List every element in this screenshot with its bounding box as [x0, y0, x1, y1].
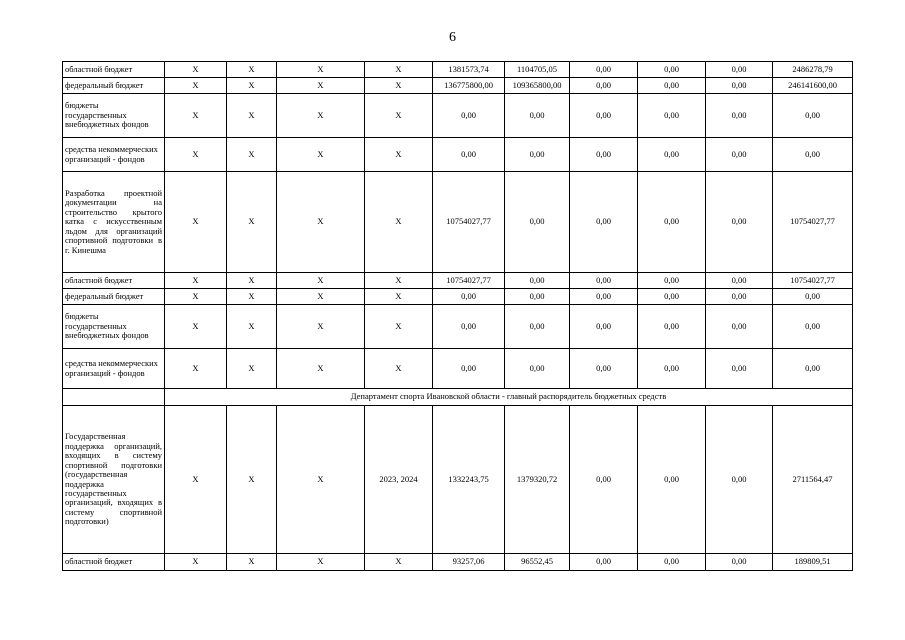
value-cell: 0,00	[706, 273, 773, 289]
value-cell: 0,00	[570, 78, 638, 94]
value-cell: 0,00	[433, 305, 505, 349]
value-cell: 0,00	[638, 349, 706, 389]
value-cell: 0,00	[638, 273, 706, 289]
value-cell: 0,00	[638, 305, 706, 349]
value-cell: X	[365, 305, 433, 349]
value-cell: X	[165, 349, 227, 389]
value-cell: 10754027,77	[433, 172, 505, 273]
value-cell: 0,00	[638, 289, 706, 305]
value-cell: 0,00	[570, 138, 638, 172]
row-name-cell: областной бюджет	[63, 273, 165, 289]
table-row	[63, 289, 853, 305]
value-cell: 0,00	[570, 273, 638, 289]
value-cell: 0,00	[570, 289, 638, 305]
value-cell: X	[227, 406, 277, 554]
value-cell: 10754027,77	[773, 172, 853, 273]
value-cell: X	[227, 62, 277, 78]
value-cell: 1379320,72	[505, 406, 570, 554]
row-name-cell: федеральный бюджет	[63, 289, 165, 305]
value-cell: 0,00	[638, 94, 706, 138]
value-cell: 0,00	[706, 94, 773, 138]
table-row	[63, 554, 853, 571]
value-cell: X	[365, 273, 433, 289]
value-cell: 0,00	[706, 406, 773, 554]
value-cell: X	[365, 62, 433, 78]
empty-cell	[63, 389, 165, 406]
value-cell: X	[365, 94, 433, 138]
value-cell: X	[165, 94, 227, 138]
value-cell: 0,00	[773, 138, 853, 172]
value-cell: X	[365, 172, 433, 273]
value-cell: X	[227, 138, 277, 172]
value-cell: X	[365, 78, 433, 94]
row-name-cell: средства некоммерческих организаций - фондов	[63, 138, 165, 172]
value-cell: 0,00	[706, 349, 773, 389]
value-cell: 0,00	[706, 62, 773, 78]
value-cell: 246141600,00	[773, 78, 853, 94]
table-row	[63, 138, 853, 172]
table-row	[63, 305, 853, 349]
value-cell: 10754027,77	[433, 273, 505, 289]
section-header-cell: Департамент спорта Ивановской области - главный распорядитель бюджетных средств	[165, 389, 853, 406]
value-cell: X	[165, 273, 227, 289]
value-cell: 0,00	[706, 305, 773, 349]
value-cell: 0,00	[433, 349, 505, 389]
value-cell: X	[227, 172, 277, 273]
page-number: 6	[449, 30, 456, 45]
value-cell: X	[165, 305, 227, 349]
value-cell: X	[277, 349, 365, 389]
value-cell: X	[165, 172, 227, 273]
value-cell: 0,00	[706, 78, 773, 94]
value-cell: X	[227, 349, 277, 389]
value-cell: 109365800,00	[505, 78, 570, 94]
value-cell: 2486278,79	[773, 62, 853, 78]
value-cell: X	[277, 289, 365, 305]
budget-table	[62, 61, 853, 571]
value-cell: 0,00	[505, 349, 570, 389]
value-cell: X	[277, 273, 365, 289]
row-name-cell: Разработка проектной документации на строительство крытого катка с искусственным льдом для организаций спортивной подготовки в г. Кинешма	[63, 172, 165, 273]
value-cell: X	[227, 289, 277, 305]
value-cell: X	[277, 554, 365, 571]
value-cell: 0,00	[638, 138, 706, 172]
value-cell: X	[165, 138, 227, 172]
value-cell: X	[227, 273, 277, 289]
value-cell: 0,00	[773, 349, 853, 389]
value-cell: 0,00	[433, 289, 505, 305]
value-cell: 0,00	[505, 172, 570, 273]
value-cell: X	[277, 94, 365, 138]
value-cell: X	[165, 78, 227, 94]
value-cell: 2023, 2024	[365, 406, 433, 554]
row-name-cell: бюджеты государственных внебюджетных фондов	[63, 94, 165, 138]
value-cell: 1332243,75	[433, 406, 505, 554]
value-cell: 0,00	[706, 289, 773, 305]
value-cell: X	[165, 289, 227, 305]
value-cell: X	[227, 94, 277, 138]
value-cell: X	[277, 305, 365, 349]
value-cell: X	[227, 78, 277, 94]
value-cell: X	[165, 406, 227, 554]
value-cell: 0,00	[433, 138, 505, 172]
row-name-cell: федеральный бюджет	[63, 78, 165, 94]
value-cell: 0,00	[773, 94, 853, 138]
value-cell: 0,00	[570, 62, 638, 78]
value-cell: X	[277, 406, 365, 554]
value-cell: X	[365, 289, 433, 305]
value-cell: 96552,45	[505, 554, 570, 571]
value-cell: 0,00	[706, 138, 773, 172]
value-cell: 136775800,00	[433, 78, 505, 94]
value-cell: 0,00	[570, 406, 638, 554]
table-row	[63, 172, 853, 273]
value-cell: X	[365, 554, 433, 571]
value-cell: 0,00	[570, 172, 638, 273]
value-cell: 0,00	[706, 172, 773, 273]
value-cell: X	[365, 349, 433, 389]
value-cell: 189809,51	[773, 554, 853, 571]
value-cell: 0,00	[505, 138, 570, 172]
value-cell: 2711564,47	[773, 406, 853, 554]
table-row	[63, 78, 853, 94]
value-cell: X	[277, 78, 365, 94]
value-cell: 10754027,77	[773, 273, 853, 289]
row-name-cell: средства некоммерческих организаций - фондов	[63, 349, 165, 389]
row-name-cell: областной бюджет	[63, 554, 165, 571]
value-cell: X	[227, 554, 277, 571]
value-cell: 0,00	[570, 349, 638, 389]
row-name-cell: областной бюджет	[63, 62, 165, 78]
value-cell: 0,00	[570, 554, 638, 571]
table-row	[63, 406, 853, 554]
value-cell: 0,00	[638, 172, 706, 273]
value-cell: 1104705,05	[505, 62, 570, 78]
value-cell: 0,00	[706, 554, 773, 571]
value-cell: 0,00	[505, 94, 570, 138]
table-row	[63, 349, 853, 389]
value-cell: 0,00	[638, 554, 706, 571]
value-cell: 0,00	[773, 305, 853, 349]
table-row	[63, 62, 853, 78]
value-cell: 0,00	[505, 273, 570, 289]
value-cell: X	[165, 554, 227, 571]
value-cell: X	[227, 305, 277, 349]
value-cell: 0,00	[570, 94, 638, 138]
value-cell: 0,00	[505, 289, 570, 305]
value-cell: 1381573,74	[433, 62, 505, 78]
value-cell: 0,00	[638, 78, 706, 94]
value-cell: X	[365, 138, 433, 172]
table-row	[63, 94, 853, 138]
row-name-cell: Государственная поддержка организаций, входящих в систему спортивной подготовки (государственная поддержка государственных организаций, входящих в систему спортивной подготовки)	[63, 406, 165, 554]
row-name-cell: бюджеты государственных внебюджетных фондов	[63, 305, 165, 349]
value-cell: 93257,06	[433, 554, 505, 571]
value-cell: X	[277, 62, 365, 78]
value-cell: 0,00	[638, 406, 706, 554]
value-cell: 0,00	[638, 62, 706, 78]
value-cell: X	[277, 138, 365, 172]
value-cell: 0,00	[773, 289, 853, 305]
value-cell: X	[277, 172, 365, 273]
table-row	[63, 273, 853, 289]
value-cell: 0,00	[570, 305, 638, 349]
value-cell: 0,00	[505, 305, 570, 349]
value-cell: 0,00	[433, 94, 505, 138]
value-cell: X	[165, 62, 227, 78]
table-row	[63, 389, 853, 406]
